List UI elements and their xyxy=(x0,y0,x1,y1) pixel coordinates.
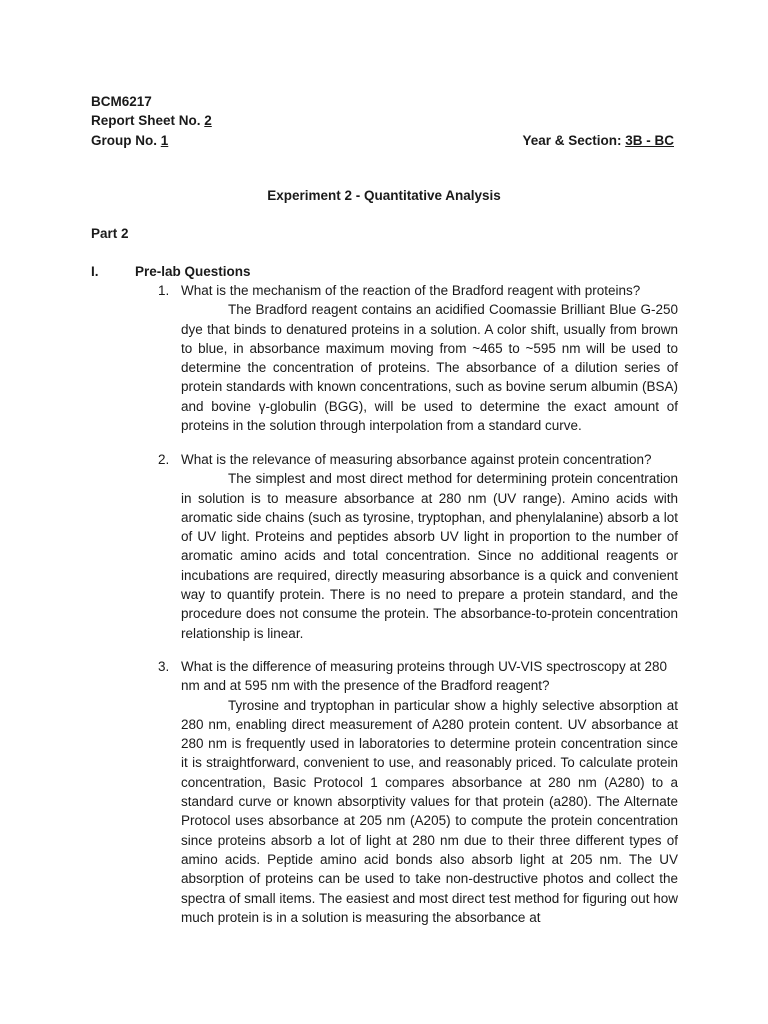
course-code xyxy=(91,92,152,111)
group-number: 1 xyxy=(160,133,169,148)
question-number: 2. xyxy=(158,452,170,467)
question-item-2 xyxy=(158,450,678,643)
question-text: What is the difference of measuring proteins through UV-VIS spectroscopy at 280 nm and at 595 nm with the presence of the Bradford reagent? xyxy=(181,659,668,694)
question-item-1 xyxy=(158,281,678,435)
group-label: Group No. xyxy=(91,133,161,148)
course-code-text: BCM6217 xyxy=(91,94,152,109)
group-line xyxy=(91,131,168,150)
answer-text: Tyrosine and tryptophan in particular show a highly selective absorption at 280 nm, enabling direct measurement of A280 protein content. UV absorbance at 280 nm is frequently used in laboratories to determine protein concentration since it is straightforward, convenient to use, and reasonably priced. To calculate protein concentration, Basic Protocol 1 compares absorbance at 280 nm (A280) to a standard curve or known absorptivity values for that protein (a280). The Alternate Protocol uses absorbance at 205 nm (A205) to compute the protein concentration since proteins absorb a lot of light at 280 nm due to their three different types of amino acids. Peptide amino acid bonds also absorb light at 205 nm. The UV absorption of proteins can be used to take non-destructive photos and collect the spectra of small items. The easiest and most direct test method for figuring out how much protein is in a solution is measuring the absorbance at xyxy=(181,697,678,925)
report-sheet-number: 2 xyxy=(204,113,212,128)
question-number: 1. xyxy=(158,283,170,298)
year-section-line xyxy=(522,131,674,150)
question-number: 3. xyxy=(158,659,170,674)
experiment-title: Experiment 2 - Quantitative Analysis xyxy=(267,188,501,203)
report-sheet-label: Report Sheet No. xyxy=(91,113,205,128)
section-title: Pre-lab Questions xyxy=(135,264,251,279)
year-section-value: 3B - BC xyxy=(625,133,674,148)
answer-text: The Bradford reagent contains an acidified Coomassie Brilliant Blue G-250 dye that binds to denatured proteins in a solution. A color shift, usually from brown to blue, in absorbance maximum moving from ~465 to ~595 nm will be used to determine the concentration of proteins. The absorbance of a dilution series of protein standards with known concentrations, such as bovine serum albumin (BSA) and bovine γ-globulin (BGG), will be used to determine the exact amount of proteins in the solution through interpolation from a standard curve. xyxy=(181,302,678,434)
part-heading: Part 2 xyxy=(91,226,129,241)
question-text: What is the mechanism of the reaction of the Bradford reagent with proteins? xyxy=(181,283,641,298)
answer-text: The simplest and most direct method for determining protein concentration in solution is to measure absorbance at 280 nm (UV range). Amino acids with aromatic side chains (such as tyrosine, tryptophan, and phenylalanine) absorb a lot of UV light. Proteins and peptides absorb UV light in proportion to the number of aromatic amino acids and total concentration. Since no additional reagents or incubations are required, directly measuring absorbance is a quick and convenient way to quantify protein. There is no need to prepare a protein standard, and the procedure does not consume the protein. The absorbance-to-protein concentration relationship is linear. xyxy=(181,471,678,641)
report-sheet-line xyxy=(91,111,212,130)
section-numeral: I. xyxy=(91,264,99,279)
question-item-3 xyxy=(158,657,678,927)
question-text: What is the relevance of measuring absorbance against protein concentration? xyxy=(181,452,652,467)
section-heading xyxy=(91,262,251,281)
year-section-label: Year & Section: xyxy=(522,133,626,148)
